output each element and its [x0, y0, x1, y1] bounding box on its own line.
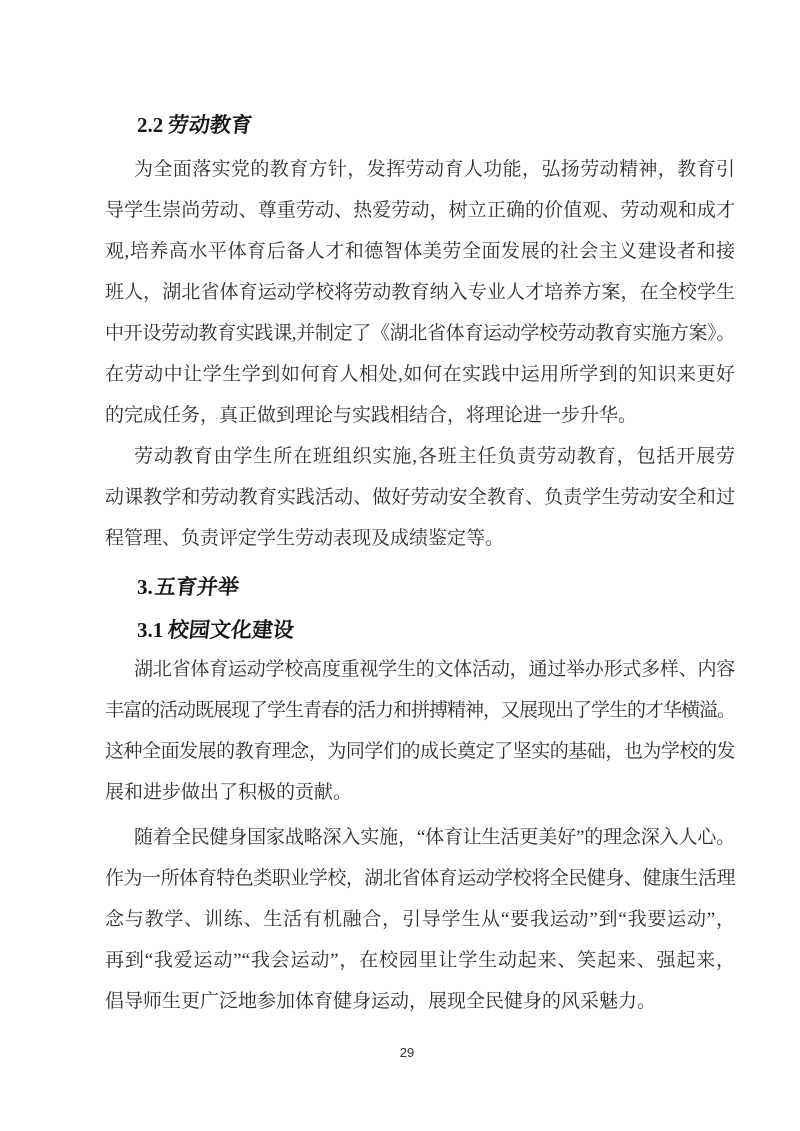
text-line: 随着全民健身国家战略深入实施，“体育让生活更美好”的理念深入人心。: [134, 827, 735, 848]
text-line: 导学生崇尚劳动、尊重劳动、热爱劳动，树立正确的价值观、劳动观和成才: [105, 200, 735, 221]
heading-title: 劳动教育: [166, 113, 254, 137]
text-line: 程管理、负责评定学生劳动表现及成绩鉴定等。: [105, 528, 505, 549]
page-number: 29: [399, 1045, 415, 1060]
text-line: 劳动教育由学生所在班组织实施,各班主任负责劳动教育，包括开展劳: [134, 446, 735, 467]
text-line: 观,培养高水平体育后备人才和德智体美劳全面发展的社会主义建设者和接: [105, 241, 735, 262]
text-line: 倡导师生更广泛地参加体育健身运动，展现全民健身的风采魅力。: [105, 991, 657, 1012]
heading-campus-culture: [105, 615, 767, 645]
text-line: 中开设劳动教育实践课,并制定了《湖北省体育运动学校劳动教育实施方案》。: [105, 323, 735, 344]
paragraph-labor-policy: [105, 149, 735, 436]
text-line: 丰富的活动既展现了学生青春的活力和拼搏精神，又展现出了学生的才华横溢。: [105, 700, 735, 721]
paragraph-cultural-activities: [105, 649, 735, 813]
heading-title: 五育并举: [153, 575, 241, 599]
text-line: 班人，湖北省体育运动学校将劳动教育纳入专业人才培养方案，在全校学生: [105, 282, 735, 303]
text-line: 动课教学和劳动教育实践活动、做好劳动安全教育、负责学生劳动安全和过: [105, 487, 735, 508]
heading-number: 3.1: [137, 618, 164, 642]
text-line: 湖北省体育运动学校高度重视学生的文体活动，通过举办形式多样、内容: [134, 659, 735, 680]
heading-number: 3.: [137, 575, 153, 599]
heading-title: 校园文化建设: [166, 618, 296, 642]
text-line: 为全面落实党的教育方针，发挥劳动育人功能，弘扬劳动精神，教育引: [134, 159, 735, 180]
text-line: 在劳动中让学生学到如何育人相处,如何在实践中运用所学到的知识来更好: [105, 364, 735, 385]
paragraph-national-fitness: [105, 817, 735, 1022]
text-line: 这种全面发展的教育理念，为同学们的成长奠定了坚实的基础，也为学校的发: [105, 741, 735, 762]
heading-five-educations: [105, 572, 767, 602]
text-line: 展和进步做出了积极的贡献。: [105, 782, 353, 803]
text-line: 的完成任务，真正做到理论与实践相结合，将理论进一步升华。: [105, 405, 638, 426]
paragraph-labor-implementation: [105, 436, 735, 559]
text-line: 作为一所体育特色类职业学校，湖北省体育运动学校将全民健身、健康生活理: [105, 868, 735, 889]
text-line: 再到“我爱运动”“我会运动”，在校园里让学生动起来、笑起来、强起来，: [105, 950, 735, 971]
heading-labor-education: [105, 110, 767, 140]
heading-number: 2.2: [137, 113, 164, 137]
text-line: 念与教学、训练、生活有机融合，引导学生从“要我运动”到“我要运动”，: [105, 909, 735, 930]
